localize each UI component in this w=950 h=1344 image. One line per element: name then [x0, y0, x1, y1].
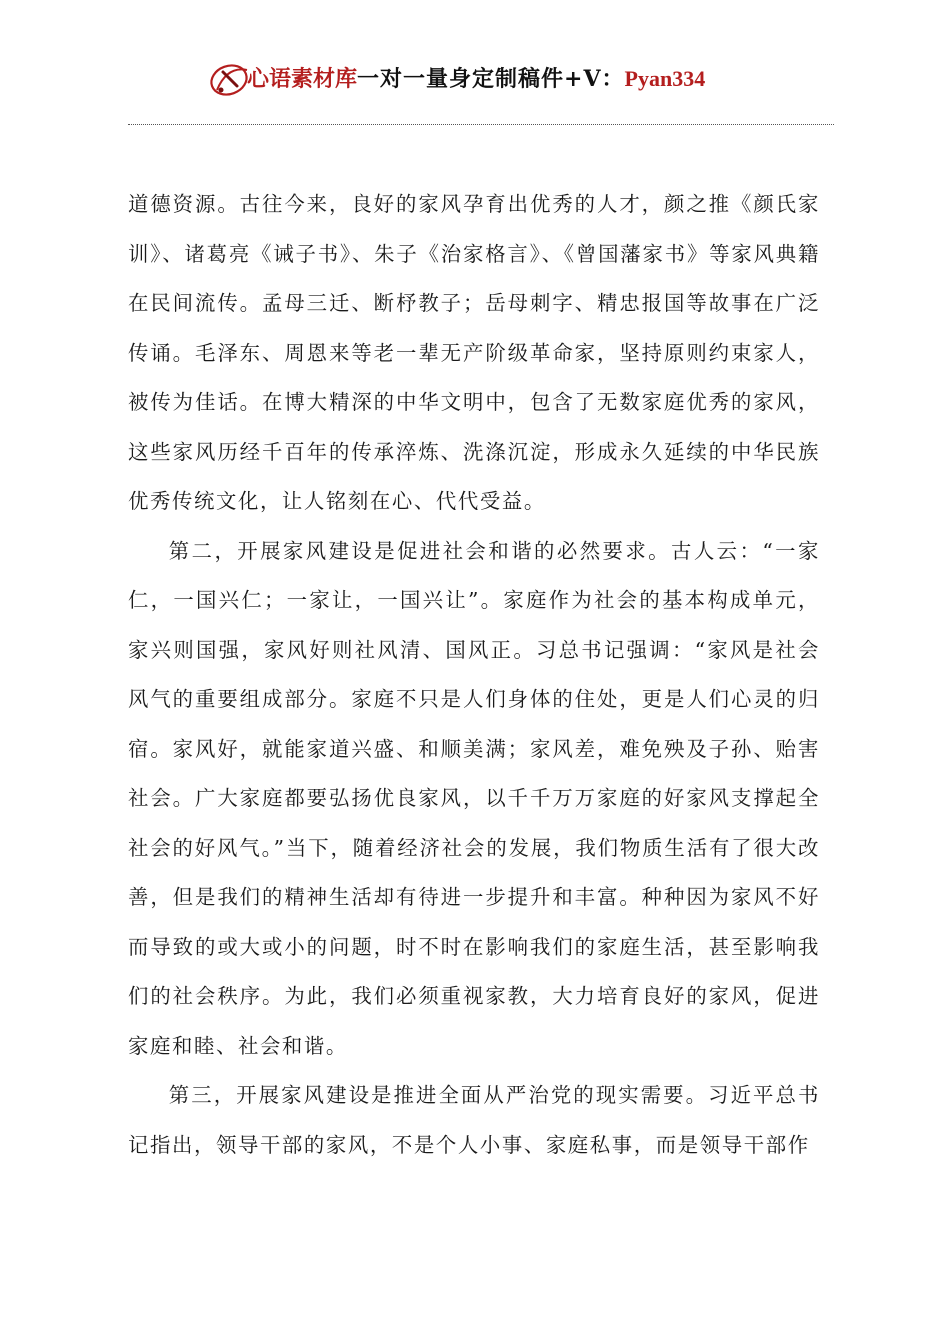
paragraph-1: 道德资源。古往今来，良好的家风孕育出优秀的人才，颜之推《颜氏家训》、诸葛亮《诫子书》、朱子《治家格言》、《曾国藩家书》等家风典籍在民间流传。孟母三迁、断杼教子；岳母刺字、精忠报国等故事在广泛传诵。毛泽东、周恩来等老一辈无产阶级革命家，坚持原则约束家人，被传为佳话。在博大精深的中华文明中，包含了无数家庭优秀的家风，这些家风历经千百年的传承淬炼、洗涤沉淀，形成永久延续的中华民族优秀传统文化，让人铭刻在心、代代受益。 — [128, 192, 820, 513]
document-body — [128, 180, 820, 1170]
brand-name: 心语素材库 — [247, 66, 358, 92]
header-title — [247, 62, 705, 96]
paragraph-2: 第二，开展家风建设是促进社会和谐的必然要求。古人云：“一家仁，一国兴仁；一家让，一国兴让”。家庭作为社会的基本构成单元，家兴则国强，家风好则社风清、国风正。习总书记强调：“家风是社会风气的重要组成部分。家庭不只是人们身体的住处，更是人们心灵的归宿。家风好，就能家道兴盛、和顺美满；家风差，难免殃及子孙、贻害社会。广大家庭都要弘扬优良家风，以千千万万家庭的好家风支撑起全社会的好风气。”当下，随着经济社会的发展，我们物质生活有了很大改善，但是我们的精神生活却有待进一步提升和丰富。种种因为家风不好而导致的或大或小的问题，时不时在影响我们的家庭生活，甚至影响我们的社会秩序。为此，我们必须重视家教，大力培育良好的家风，促进家庭和睦、社会和谐。 — [128, 538, 820, 1058]
header-slogan: 一对一量身定制稿件+V： — [357, 66, 625, 92]
page-header — [0, 58, 950, 104]
header-divider — [128, 124, 834, 125]
header-contact: Pyan334 — [624, 66, 706, 91]
paragraph-3: 第三，开展家风建设是推进全面从严治党的现实需要。习近平总书记指出，领导干部的家风，不是个人小事、家庭私事，而是领导干部作 — [128, 1083, 820, 1157]
